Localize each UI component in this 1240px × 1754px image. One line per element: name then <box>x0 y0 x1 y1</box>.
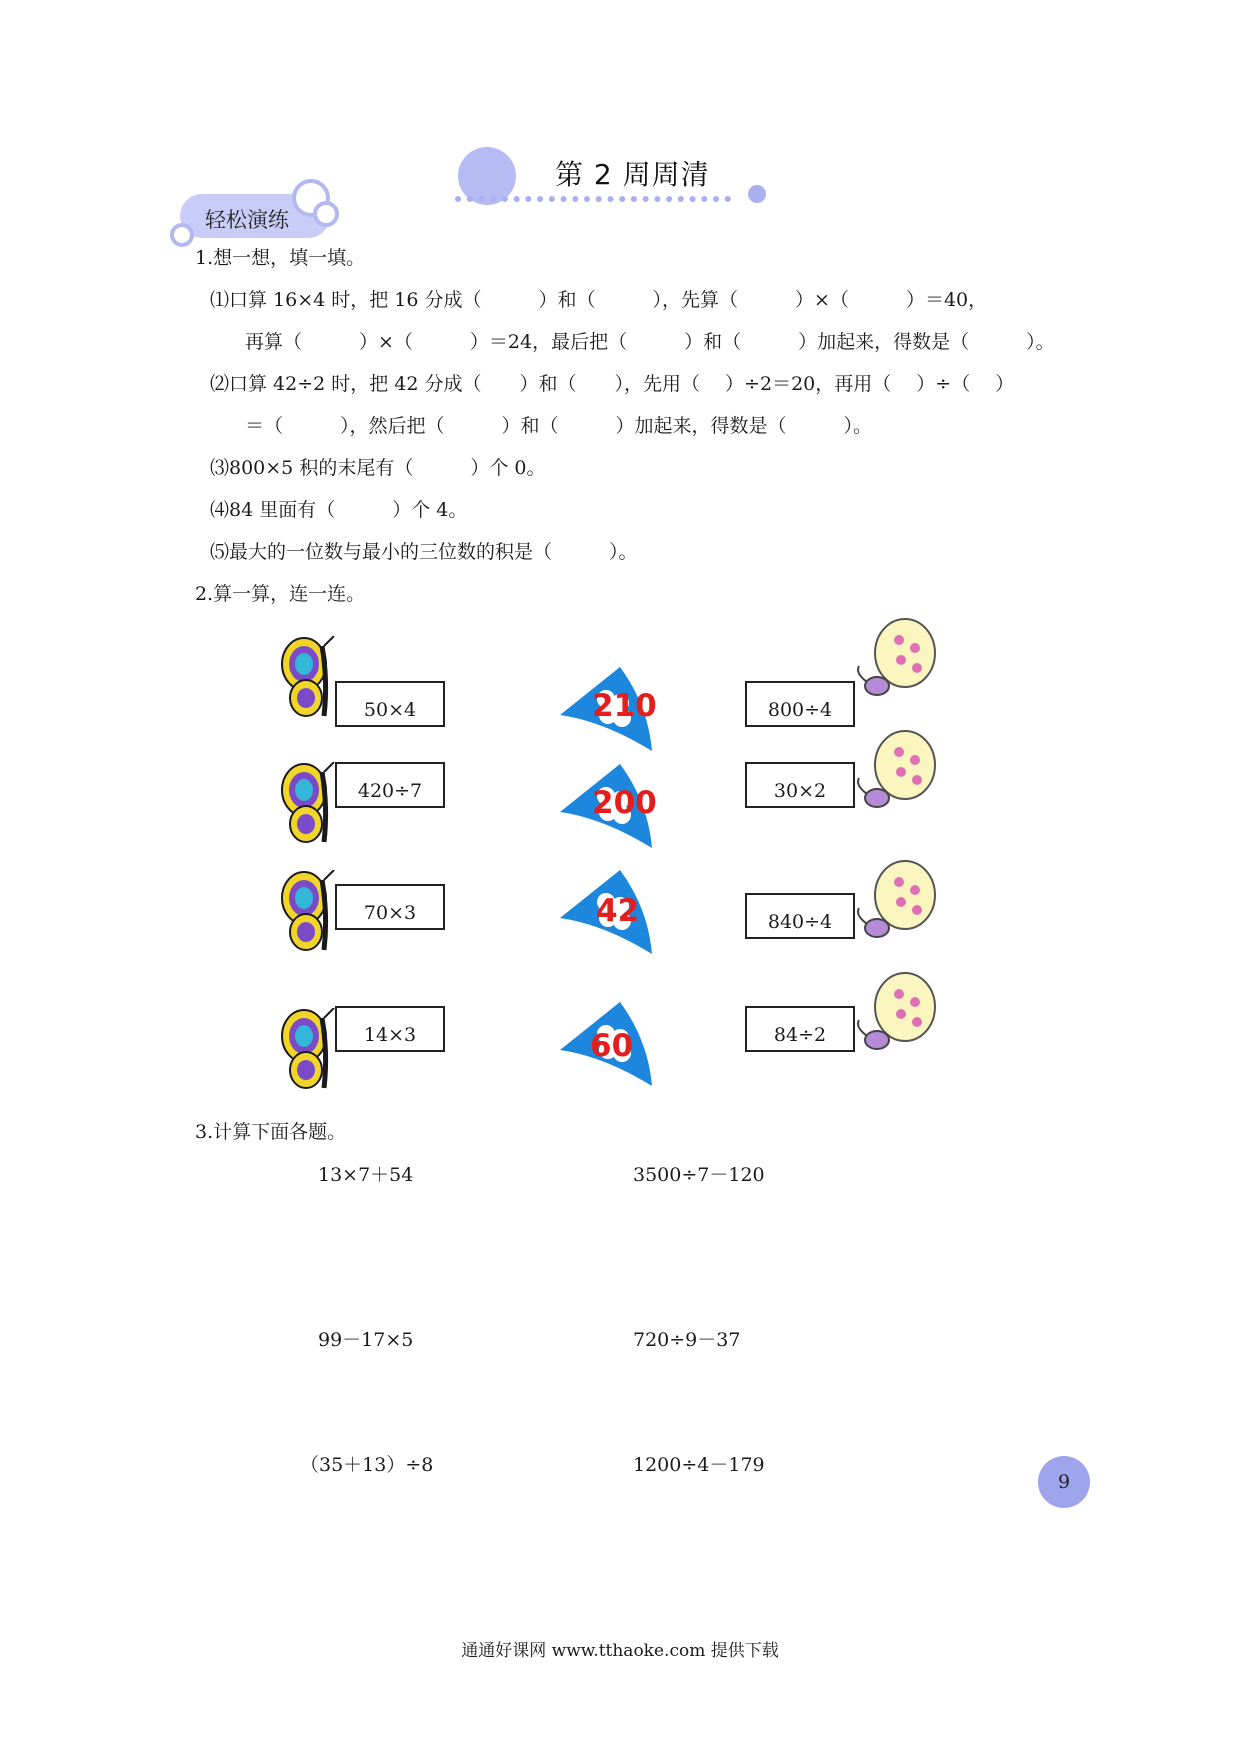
answer-number: 210 <box>592 688 657 724</box>
q1-heading: 1.想一想，填一填。 <box>195 247 366 269</box>
q1-line: ⑷84 里面有（ ）个 4。 <box>210 499 468 521</box>
q3-heading: 3.计算下面各题。 <box>195 1121 347 1143</box>
q1-line: ＝（ ），然后把（ ）和（ ）加起来，得数是（ ）。 <box>245 415 873 437</box>
expression-box: 800÷4 <box>745 681 855 727</box>
answer-number: 42 <box>596 893 640 929</box>
moth-icon <box>855 972 940 1066</box>
answer-number: 60 <box>590 1028 634 1064</box>
calc-problem: 1200÷4－179 <box>633 1454 765 1476</box>
q1-line: ⑶800×5 积的末尾有（ ）个 0。 <box>210 457 546 479</box>
expression-box: 420÷7 <box>335 762 445 808</box>
expression-box: 70×3 <box>335 884 445 930</box>
answer-number: 200 <box>592 785 657 821</box>
moth-icon <box>855 730 940 824</box>
q1-line: ⑵口算 42÷2 时，把 42 分成（ ）和（ ），先用（ ）÷2＝20，再用（ ）÷（ ） <box>210 373 1015 395</box>
section-title: 轻松演练 <box>205 208 289 232</box>
badge-ring-decor <box>313 201 339 227</box>
q1-line: ⑴口算 16×4 时，把 16 分成（ ）和（ ），先算（ ）×（ ）＝40， <box>210 289 988 311</box>
page-number: 9 <box>1038 1456 1090 1508</box>
expression-box: 30×2 <box>745 762 855 808</box>
badge-ring-decor <box>170 223 194 247</box>
expression-box: 14×3 <box>335 1006 445 1052</box>
q1-line: 再算（ ）×（ ）＝24，最后把（ ）和（ ）加起来，得数是（ ）。 <box>245 331 1055 353</box>
q2-heading: 2.算一算，连一连。 <box>195 583 366 605</box>
title-dotted-line <box>455 196 731 202</box>
calc-problem: 99－17×5 <box>318 1329 414 1351</box>
calc-problem: 13×7＋54 <box>318 1164 414 1186</box>
expression-box: 50×4 <box>335 681 445 727</box>
q1-line: ⑸最大的一位数与最小的三位数的积是（ ）。 <box>210 541 638 563</box>
page-title: 第 2 周周清 <box>555 158 710 191</box>
moth-icon <box>855 618 940 712</box>
expression-box: 840÷4 <box>745 893 855 939</box>
expression-box: 84÷2 <box>745 1006 855 1052</box>
title-dot-end <box>748 185 766 203</box>
calc-problem: 3500÷7－120 <box>633 1164 765 1186</box>
moth-icon <box>855 860 940 954</box>
calc-problem: （35＋13）÷8 <box>300 1454 434 1476</box>
footer-text: 通通好课网 www.tthaoke.com 提供下载 <box>461 1641 779 1661</box>
calc-problem: 720÷9－37 <box>633 1329 741 1351</box>
